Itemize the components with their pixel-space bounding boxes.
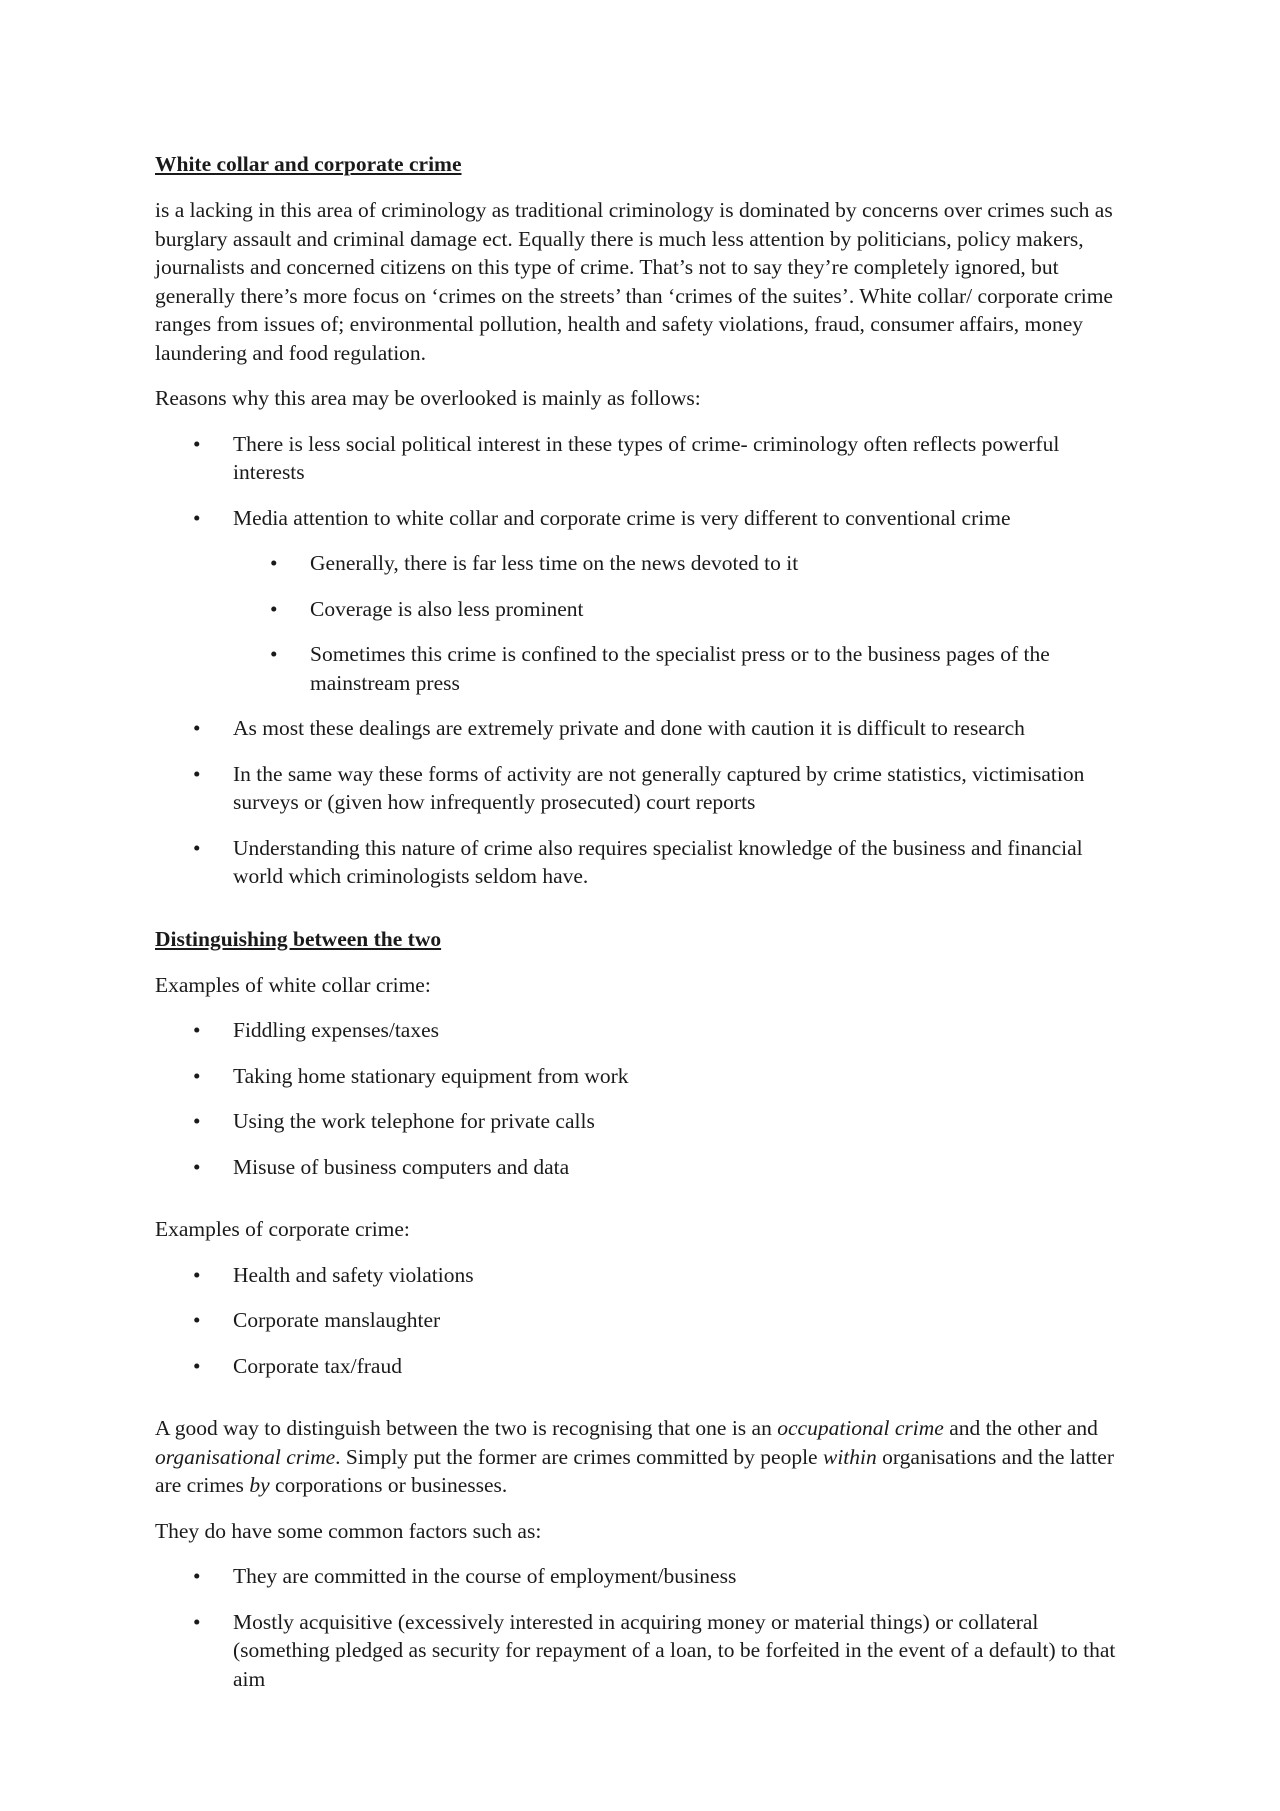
list-item: • Misuse of business computers and data — [155, 1153, 1130, 1182]
white-collar-lead: Examples of white collar crime: — [155, 972, 431, 997]
emphasis-within: within — [822, 1444, 877, 1469]
common-factors-list — [155, 1562, 1130, 1693]
list-item: • Understanding this nature of crime also requires specialist knowledge of the business and financial world which criminologists seldom have. — [155, 834, 1130, 891]
list-item: • As most these dealings are extremely private and done with caution it is difficult to research — [155, 714, 1130, 743]
emphasis-by: by — [249, 1473, 270, 1497]
list-item: • In the same way these forms of activity are not generally captured by crime statistics, victimisation surveys or (given how infrequently prosecuted) court reports — [155, 760, 1130, 817]
text-run: A good way to distinguish between the two is recognising that one is an — [155, 1416, 778, 1440]
list-item: • Mostly acquisitive (excessively interested in acquiring money or material things) or collateral (something pledged as security for repayment of a loan, to be forfeited in the event of a default) to that aim — [155, 1608, 1130, 1694]
list-item: • Taking home stationary equipment from work — [155, 1062, 1130, 1091]
list-item: • There is less social political interest in these types of crime- criminology often reflects powerful interests — [155, 430, 1130, 487]
reasons-lead: Reasons why this area may be overlooked is mainly as follows: — [155, 386, 701, 410]
common-lead: They do have some common factors such as: — [155, 1518, 542, 1543]
list-item: • Health and safety violations — [155, 1261, 1130, 1290]
corporate-examples-list — [155, 1261, 1130, 1381]
reasons-list — [155, 430, 1130, 533]
list-item: • Corporate manslaughter — [155, 1306, 1130, 1335]
media-sub-list — [155, 549, 1130, 697]
text-run: organisations and the latter are crimes — [155, 1444, 1114, 1497]
reasons-list-continued — [155, 714, 1130, 891]
white-collar-examples-list — [155, 1016, 1130, 1181]
distinguish-paragraph — [155, 1414, 1130, 1500]
section-heading: White collar and corporate crime — [155, 152, 462, 176]
list-item: • Fiddling expenses/taxes — [155, 1016, 1130, 1045]
list-item: • Media attention to white collar and corporate crime is very different to conventional crime — [155, 504, 1130, 533]
section-heading: Distinguishing between the two — [155, 926, 442, 951]
text-run: corporations or businesses. — [269, 1473, 508, 1497]
list-item: • Corporate tax/fraud — [155, 1352, 1130, 1381]
text-run: . Simply put the former are crimes committed by people — [335, 1444, 823, 1469]
list-item: • Generally, there is far less time on the news devoted to it — [155, 549, 1130, 578]
document-page — [155, 150, 1130, 1710]
list-item: • Sometimes this crime is confined to the specialist press or to the business pages of the mainstream press — [155, 640, 1130, 697]
list-item: • Coverage is also less prominent — [155, 595, 1130, 624]
text-run: and the other and — [943, 1416, 1098, 1440]
emphasis-occupational-crime: occupational crime — [777, 1416, 944, 1440]
emphasis-organisational-crime: organisational crime — [155, 1444, 336, 1469]
corporate-lead: Examples of corporate crime: — [155, 1217, 410, 1241]
list-item: • Using the work telephone for private calls — [155, 1107, 1130, 1136]
list-item: • They are committed in the course of employment/business — [155, 1562, 1130, 1591]
intro-paragraph: is a lacking in this area of criminology as traditional criminology is dominated by concerns over crimes such as burglary assault and criminal damage ect. Equally there is much less attention by politicians, policy makers, journalists and concerned citizens on this type of crime. That’s not to say they’re completely ignored, but generally there’s more focus on ‘crimes on the streets’ than ‘crimes of the suites’. White collar/ corporate crime ranges from issues of; environmental pollution, health and safety violations, fraud, consumer affairs, money laundering and food regulation. — [155, 198, 1113, 365]
